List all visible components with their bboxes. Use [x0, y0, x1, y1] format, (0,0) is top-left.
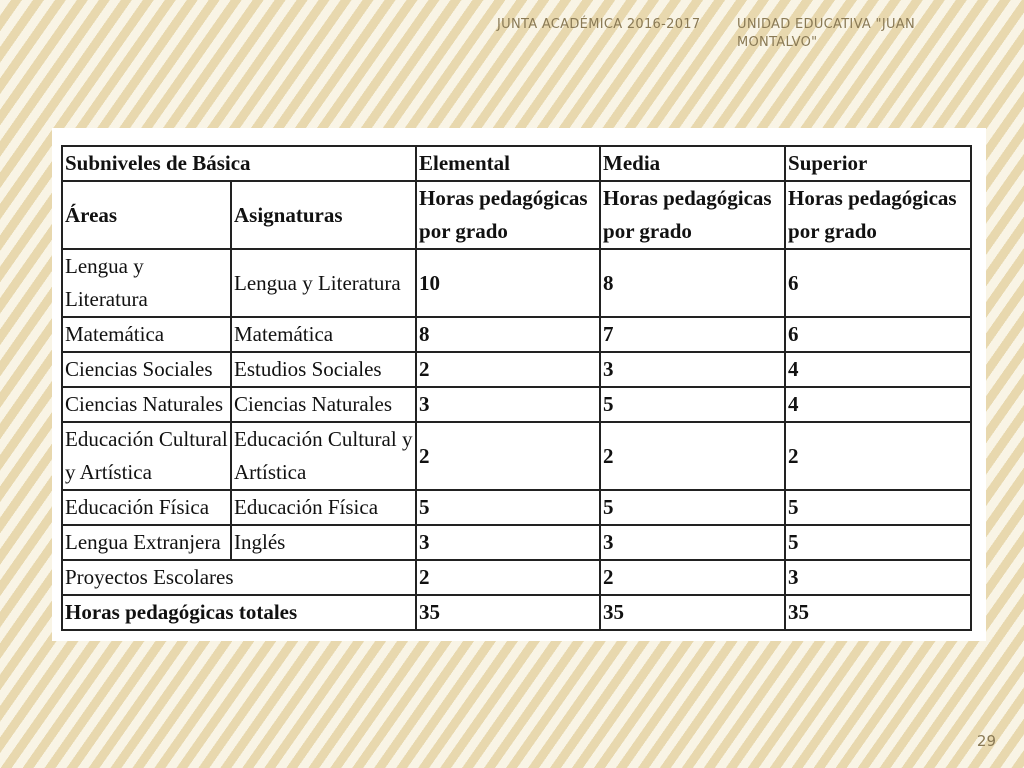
table-subheader-row	[62, 181, 971, 249]
totals-superior: 35	[785, 595, 971, 630]
elemental-hours-cell: 10	[416, 249, 600, 317]
totals-row	[62, 595, 971, 630]
elemental-hours-cell: 3	[416, 387, 600, 422]
subheader-superior-hours: Horas pedagógicas por grado	[785, 181, 971, 249]
hours-table	[61, 145, 972, 631]
subject-cell: Inglés	[231, 525, 416, 560]
title-elemental: Elemental	[416, 146, 600, 181]
area-cell: Matemática	[62, 317, 231, 352]
projects-superior: 3	[785, 560, 971, 595]
header-right-text: UNIDAD EDUCATIVA "JUAN MONTALVO"	[737, 17, 915, 50]
subject-cell: Matemática	[231, 317, 416, 352]
table-row	[62, 525, 971, 560]
area-cell: Ciencias Sociales	[62, 352, 231, 387]
table-row	[62, 317, 971, 352]
totals-label: Horas pedagógicas totales	[62, 595, 416, 630]
media-hours-cell: 8	[600, 249, 785, 317]
title-media: Media	[600, 146, 785, 181]
subheader-media-hours: Horas pedagógicas por grado	[600, 181, 785, 249]
title-superior: Superior	[785, 146, 971, 181]
subject-cell: Estudios Sociales	[231, 352, 416, 387]
elemental-hours-cell: 3	[416, 525, 600, 560]
area-cell: Lengua y Literatura	[62, 249, 231, 317]
totals-elemental: 35	[416, 595, 600, 630]
projects-media: 2	[600, 560, 785, 595]
superior-hours-cell: 2	[785, 422, 971, 490]
subject-cell: Lengua y Literatura	[231, 249, 416, 317]
projects-label: Proyectos Escolares	[62, 560, 416, 595]
table-row	[62, 387, 971, 422]
table-row	[62, 422, 971, 490]
area-cell: Lengua Extranjera	[62, 525, 231, 560]
area-cell: Ciencias Naturales	[62, 387, 231, 422]
subheader-areas: Áreas	[62, 181, 231, 249]
media-hours-cell: 2	[600, 422, 785, 490]
subject-cell: Ciencias Naturales	[231, 387, 416, 422]
media-hours-cell: 3	[600, 525, 785, 560]
superior-hours-cell: 5	[785, 490, 971, 525]
subject-cell: Educación Cultural y Artística	[231, 422, 416, 490]
table-row	[62, 490, 971, 525]
projects-row	[62, 560, 971, 595]
superior-hours-cell: 5	[785, 525, 971, 560]
projects-elemental: 2	[416, 560, 600, 595]
media-hours-cell: 7	[600, 317, 785, 352]
elemental-hours-cell: 2	[416, 422, 600, 490]
media-hours-cell: 3	[600, 352, 785, 387]
page-number: 29	[976, 732, 996, 750]
superior-hours-cell: 4	[785, 352, 971, 387]
subheader-asignaturas: Asignaturas	[231, 181, 416, 249]
elemental-hours-cell: 2	[416, 352, 600, 387]
subject-cell: Educación Física	[231, 490, 416, 525]
media-hours-cell: 5	[600, 387, 785, 422]
subheader-elemental-hours: Horas pedagógicas por grado	[416, 181, 600, 249]
elemental-hours-cell: 8	[416, 317, 600, 352]
title-subniveles: Subniveles de Básica	[62, 146, 416, 181]
superior-hours-cell: 6	[785, 317, 971, 352]
table-image-panel	[52, 128, 986, 641]
header-left-text: JUNTA ACADÉMICA 2016-2017	[497, 17, 701, 32]
superior-hours-cell: 6	[785, 249, 971, 317]
area-cell: Educación Física	[62, 490, 231, 525]
table-row	[62, 249, 971, 317]
media-hours-cell: 5	[600, 490, 785, 525]
elemental-hours-cell: 5	[416, 490, 600, 525]
table-title-row	[62, 146, 971, 181]
superior-hours-cell: 4	[785, 387, 971, 422]
area-cell: Educación Cultural y Artística	[62, 422, 231, 490]
table-row	[62, 352, 971, 387]
totals-media: 35	[600, 595, 785, 630]
